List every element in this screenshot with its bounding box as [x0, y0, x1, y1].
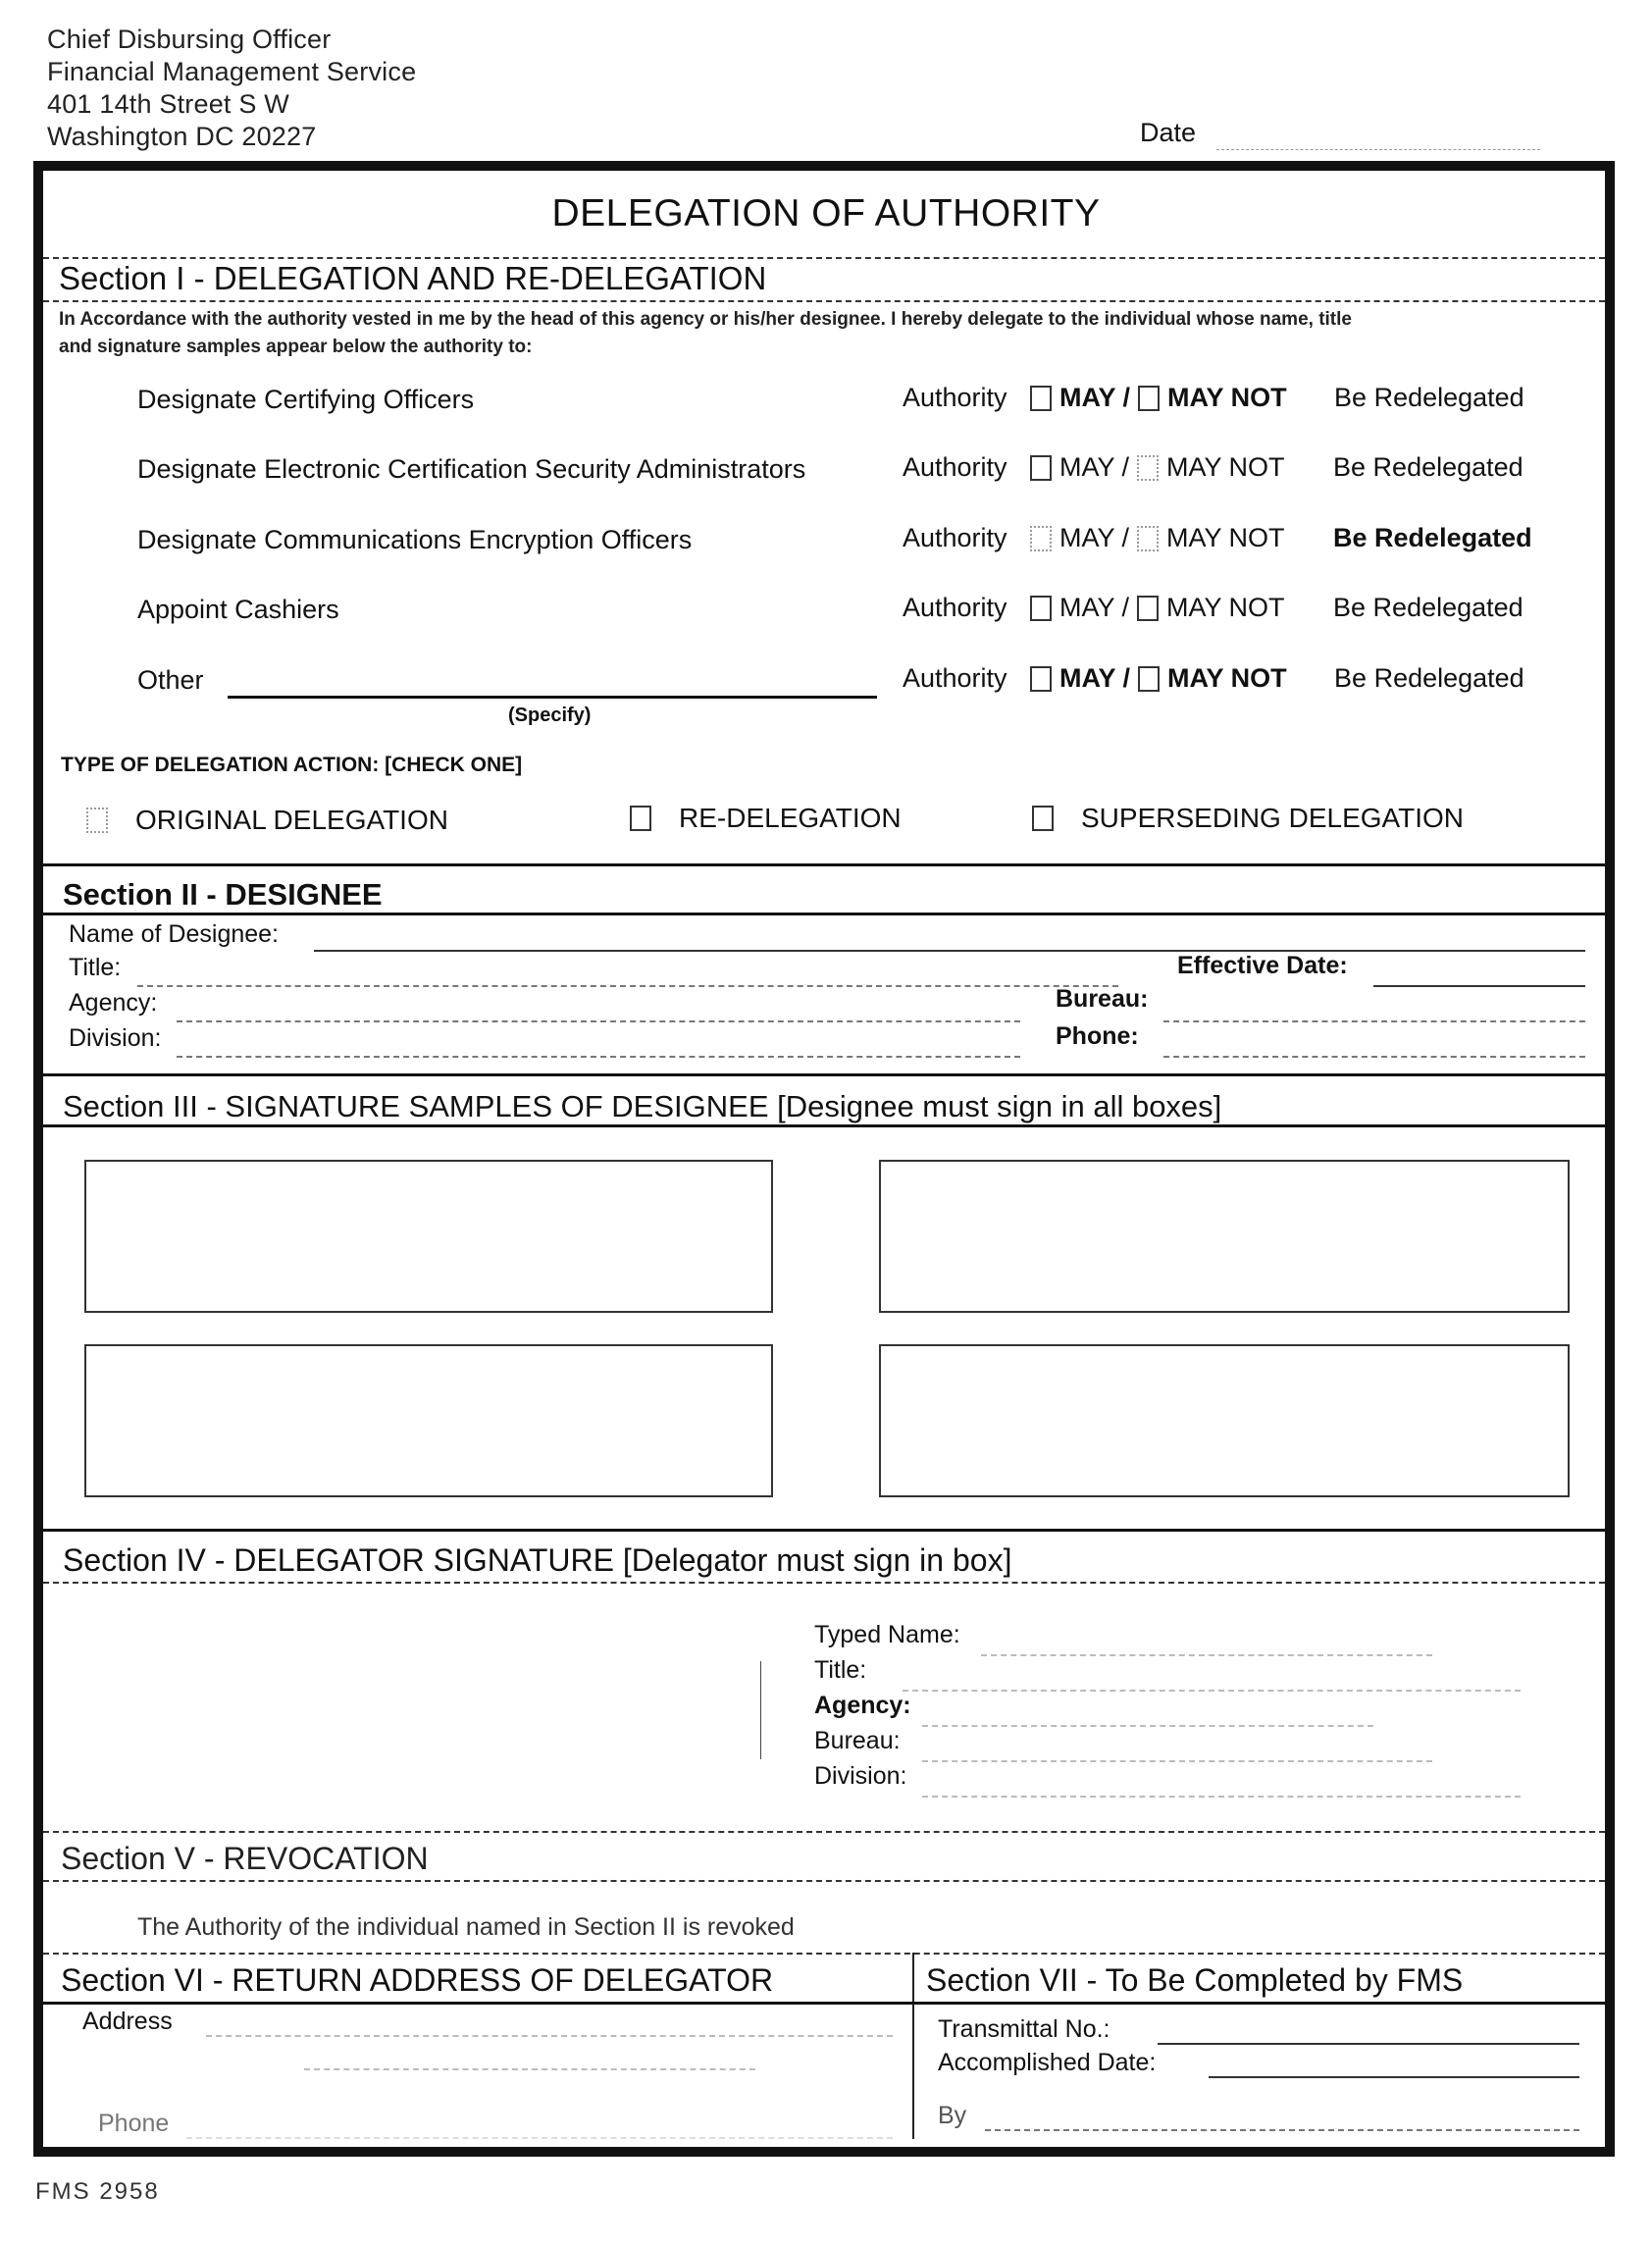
- may-label: MAY /: [1059, 593, 1130, 622]
- may-not-label: MAY NOT: [1167, 383, 1287, 412]
- designee-phone-field[interactable]: [1163, 1056, 1585, 1058]
- divider: [43, 1073, 1605, 1076]
- may-label: MAY /: [1059, 663, 1131, 693]
- authority-row: [903, 523, 1532, 553]
- accomplished-date-label: Accomplished Date:: [938, 2049, 1157, 2076]
- designee-title-field[interactable]: [137, 985, 1118, 987]
- return-address-line-1[interactable]: [206, 2035, 893, 2037]
- transmittal-no-label: Transmittal No.:: [938, 2015, 1110, 2043]
- authority-item-label: Designate Communications Encryption Officers: [137, 525, 693, 554]
- divider: [43, 863, 1605, 866]
- revocation-statement: The Authority of the individual named in Section II is revoked: [137, 1913, 795, 1941]
- delegator-division-field[interactable]: [922, 1796, 1521, 1798]
- authority-item-label: Appoint Cashiers: [137, 595, 339, 624]
- designee-agency-field[interactable]: [177, 1020, 1020, 1022]
- form-number: FMS 2958: [35, 2178, 160, 2205]
- be-redelegated-label: Be Redelegated: [1334, 663, 1524, 693]
- designee-phone-label: Phone:: [1056, 1022, 1139, 1050]
- designee-division-field[interactable]: [177, 1056, 1020, 1058]
- be-redelegated-label: Be Redelegated: [1333, 452, 1523, 482]
- return-phone-field[interactable]: [186, 2137, 893, 2139]
- delegator-agency-label: Agency:: [814, 1692, 911, 1719]
- may-checkbox[interactable]: [1030, 386, 1052, 411]
- signature-area-divider: [760, 1661, 761, 1759]
- authority-item-label: Designate Certifying Officers: [137, 385, 475, 414]
- superseding-delegation-label: SUPERSEDING DELEGATION: [1081, 803, 1465, 833]
- sender-address-line-3: 401 14th Street S W: [47, 89, 289, 119]
- section-4-heading: Section IV - DELEGATOR SIGNATURE [Delegator must sign in box]: [63, 1542, 1012, 1578]
- delegator-title-field[interactable]: [903, 1690, 1521, 1692]
- divider: [43, 1529, 1605, 1532]
- section-7-heading: Section VII - To Be Completed by FMS: [926, 1962, 1464, 1998]
- transmittal-no-field[interactable]: [1158, 2043, 1579, 2045]
- delegator-typed-name-field[interactable]: [981, 1654, 1432, 1656]
- may-not-checkbox[interactable]: [1138, 386, 1160, 411]
- authority-row: [903, 452, 1523, 483]
- may-not-checkbox[interactable]: [1138, 666, 1160, 692]
- designee-signature-box-4[interactable]: [879, 1344, 1570, 1497]
- by-field[interactable]: [985, 2129, 1579, 2131]
- designee-signature-box-2[interactable]: [879, 1160, 1570, 1313]
- return-phone-label: Phone: [98, 2110, 170, 2137]
- may-not-checkbox[interactable]: [1137, 596, 1159, 621]
- re-delegation-option[interactable]: [630, 803, 902, 834]
- delegator-typed-name-label: Typed Name:: [814, 1621, 960, 1648]
- effective-date-label: Effective Date:: [1177, 952, 1348, 979]
- other-specify-field[interactable]: [228, 696, 877, 699]
- section-5-heading: Section V - REVOCATION: [61, 1841, 429, 1876]
- authority-row: [903, 593, 1523, 623]
- designee-name-label: Name of Designee:: [69, 920, 280, 948]
- authority-row: [903, 383, 1524, 413]
- divider: [43, 257, 1605, 259]
- delegator-division-label: Division:: [814, 1762, 907, 1790]
- be-redelegated-label: Be Redelegated: [1333, 593, 1523, 622]
- delegator-bureau-field[interactable]: [922, 1760, 1432, 1762]
- be-redelegated-label: Be Redelegated: [1333, 523, 1532, 552]
- effective-date-field[interactable]: [1373, 985, 1585, 987]
- authority-row: [903, 663, 1524, 694]
- be-redelegated-label: Be Redelegated: [1334, 383, 1524, 412]
- may-checkbox[interactable]: [1030, 666, 1052, 692]
- designee-title-label: Title:: [69, 954, 122, 981]
- may-not-label: MAY NOT: [1166, 593, 1285, 622]
- delegator-agency-field[interactable]: [922, 1725, 1373, 1727]
- authority-label: Authority: [903, 523, 1007, 552]
- delegator-signature-area[interactable]: [59, 1590, 755, 1825]
- may-not-label: MAY NOT: [1166, 523, 1285, 552]
- designee-division-label: Division:: [69, 1024, 162, 1052]
- column-divider: [912, 1953, 914, 2139]
- return-address-label: Address: [82, 2008, 173, 2035]
- re-delegation-label: RE-DELEGATION: [679, 803, 902, 833]
- divider: [43, 1831, 1605, 1833]
- designee-signature-box-1[interactable]: [84, 1160, 773, 1313]
- may-label: MAY /: [1059, 383, 1131, 412]
- authority-item-label: Other: [137, 665, 204, 695]
- delegator-title-label: Title:: [814, 1656, 867, 1684]
- divider: [43, 1953, 1605, 1955]
- section-1-heading: Section I - DELEGATION AND RE-DELEGATION: [59, 260, 767, 296]
- return-address-line-2[interactable]: [304, 2068, 755, 2070]
- divider: [43, 300, 1605, 302]
- designee-bureau-field[interactable]: [1163, 1020, 1585, 1022]
- delegator-bureau-label: Bureau:: [814, 1727, 901, 1754]
- original-delegation-label: ORIGINAL DELEGATION: [135, 805, 448, 835]
- divider: [43, 913, 1605, 915]
- section-1-intro-line-2: and signature samples appear below the authority to:: [59, 337, 533, 357]
- superseding-delegation-checkbox[interactable]: [1032, 806, 1054, 831]
- may-checkbox[interactable]: [1030, 526, 1052, 551]
- specify-label: (Specify): [508, 705, 592, 726]
- designee-signature-box-3[interactable]: [84, 1344, 773, 1497]
- divider: [43, 1880, 1605, 1882]
- delegation-type-label: TYPE OF DELEGATION ACTION: [CHECK ONE]: [61, 754, 523, 776]
- section-6-heading: Section VI - RETURN ADDRESS OF DELEGATOR: [61, 1962, 774, 1998]
- may-checkbox[interactable]: [1030, 455, 1052, 481]
- section-3-heading: Section III - SIGNATURE SAMPLES OF DESIGNEE [Designee must sign in all boxes]: [63, 1089, 1222, 1123]
- designee-bureau-label: Bureau:: [1056, 985, 1149, 1013]
- form-title: DELEGATION OF AUTHORITY: [551, 192, 1101, 235]
- may-not-label: MAY NOT: [1167, 663, 1287, 693]
- may-not-checkbox[interactable]: [1137, 526, 1159, 551]
- authority-item-label: Designate Electronic Certification Security Administrators: [137, 454, 806, 484]
- authority-label: Authority: [903, 452, 1007, 482]
- may-checkbox[interactable]: [1030, 596, 1052, 621]
- sender-address-line-2: Financial Management Service: [47, 57, 417, 86]
- original-delegation-option[interactable]: [86, 805, 448, 836]
- authority-label: Authority: [903, 593, 1007, 622]
- date-label: Date: [1140, 118, 1197, 147]
- authority-label: Authority: [903, 663, 1007, 693]
- by-label: By: [938, 2102, 967, 2129]
- may-label: MAY /: [1059, 523, 1130, 552]
- section-2-heading: Section II - DESIGNEE: [63, 877, 383, 912]
- authority-label: Authority: [903, 383, 1007, 412]
- section-1-intro-line-1: In Accordance with the authority vested in me by the head of this agency or his/her designee. I hereby delegate to the individual whose name, title: [59, 309, 1352, 330]
- divider: [43, 2002, 1605, 2005]
- designee-agency-label: Agency:: [69, 989, 158, 1017]
- sender-address-line-4: Washington DC 20227: [47, 122, 317, 151]
- re-delegation-checkbox[interactable]: [630, 806, 651, 831]
- divider: [43, 1582, 1605, 1584]
- designee-name-field[interactable]: [314, 950, 1585, 952]
- may-not-checkbox[interactable]: [1137, 455, 1159, 481]
- may-label: MAY /: [1059, 452, 1130, 482]
- date-field[interactable]: [1216, 149, 1540, 150]
- accomplished-date-field[interactable]: [1209, 2076, 1579, 2078]
- divider: [43, 1124, 1605, 1127]
- may-not-label: MAY NOT: [1166, 452, 1285, 482]
- superseding-delegation-option[interactable]: [1032, 803, 1464, 834]
- original-delegation-checkbox[interactable]: [86, 808, 108, 833]
- sender-address-line-1: Chief Disbursing Officer: [47, 25, 332, 54]
